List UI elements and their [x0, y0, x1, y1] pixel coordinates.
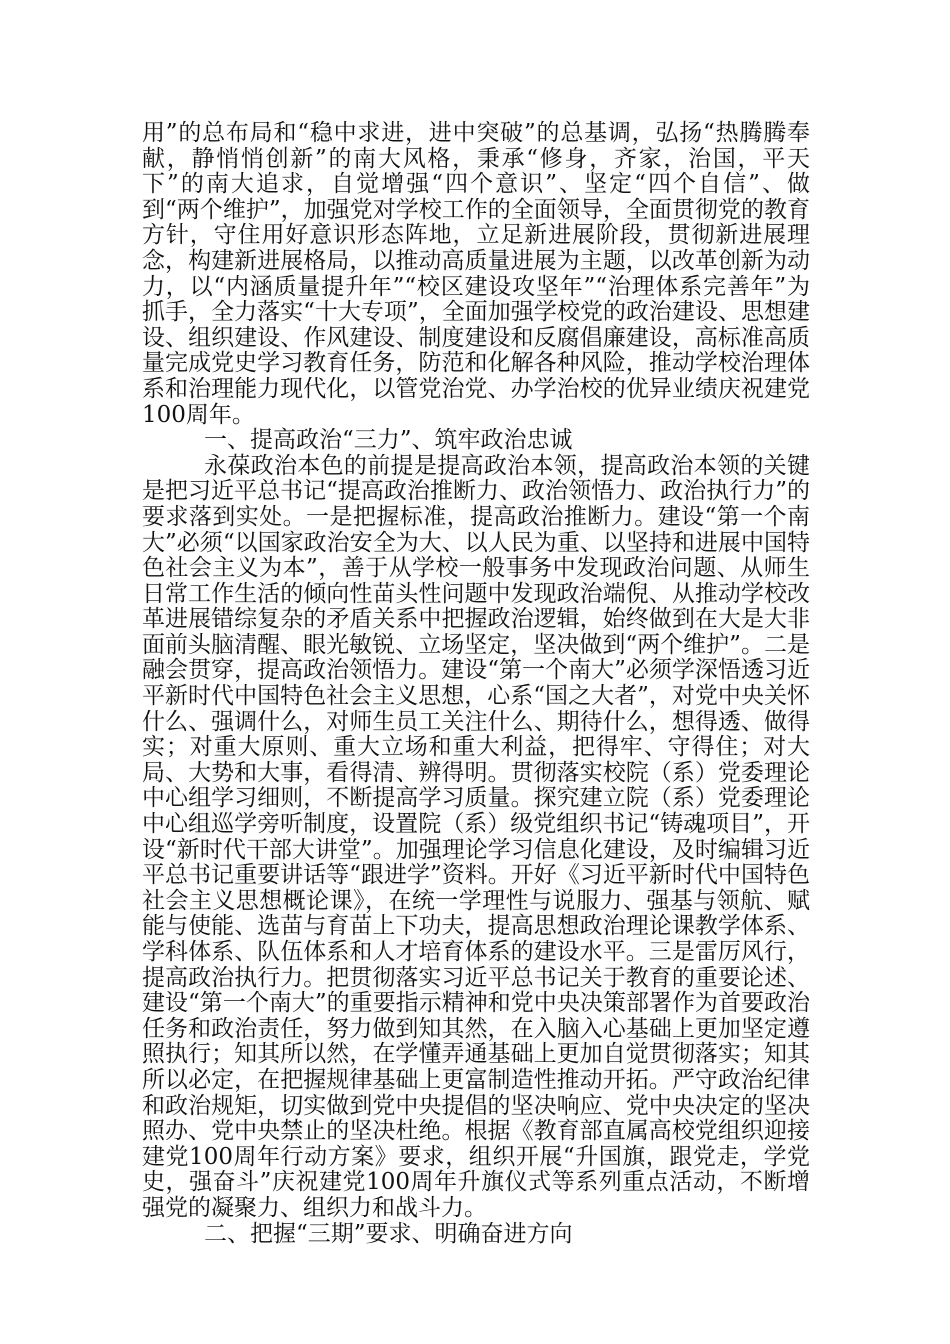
- section-heading-2: 二、把握“三期”要求、明确奋进方向: [204, 1220, 573, 1247]
- body-paragraph-1: 用”的总布局和“稳中求进，进中突破”的总基调，弘扬“热腾腾奉献，静悄悄创新”的南大风格，秉承“修身，齐家，治国，平天下”的南大追求，自觉增强“四个意识”、坚定“四个自信”、做到“两个维护”，加强党对学校工作的全面领导，全面贯彻党的教育方针，守住用好意识形态阵地，立足新进展阶段，贯彻新进展理念，构建新进展格局，以推动高质量进展为主题，以改革创新为动力，以“内涵质量提升年”“校区建设攻坚年”“治理体系完善年”为抓手，全力落实“十大专项”，全面加强学校党的政治建设、思想建设、组织建设、作风建设、制度建设和反腐倡廉建设，高标准高质量完成党史学习教育任务，防范和化解各种风险，推动学校治理体系和治理能力现代化，以管党治党、办学治校的优异业绩庆祝建党100周年。: [142, 120, 810, 428]
- section-heading-1: 一、提高政治“三力”、筑牢政治忠诚: [204, 427, 573, 454]
- body-paragraph-2: 永葆政治本色的前提是提高政治本领，提高政治本领的关键是把习近平总书记“提高政治推断力、政治领悟力、政治执行力”的要求落到实处。一是把握标准，提高政治推断力。建设“第一个南大”必须“以国家政治安全为大、以人民为重、以坚持和进展中国特色社会主义为本”，善于从学校一般事务中发现政治问题、从师生日常工作生活的倾向性苗头性问题中发现政治端倪、从推动学校改革进展错综复杂的矛盾关系中把握政治逻辑，始终做到在大是大非面前头脑清醒、眼光敏锐、立场坚定，坚决做到“两个维护”。二是融会贯穿，提高政治领悟力。建设“第一个南大”必须学深悟透习近平新时代中国特色社会主义思想，心系“国之大者”，对党中央关怀什么、强调什么，对师生员工关注什么、期待什么，想得透、做得实；对重大原则、重大立场和重大利益，把得牢、守得住；对大局、大势和大事，看得清、辨得明。贯彻落实校院（系）党委理论中心组学习细则，不断提高学习质量。探究建立院（系）党委理论中心组巡学旁听制度，设置院（系）级党组织书记“铸魂项目”，开设“新时代干部大讲堂”。加强理论学习信息化建设，及时编辑习近平总书记重要讲话等“跟进学”资料。开好《习近平新时代中国特色社会主义思想概论课》，在统一学理性与说服力、强基与领航、赋能与使能、选苗与育苗上下功夫，提高思想政治理论课教学体系、学科体系、队伍体系和人才培育体系的建设水平。三是雷厉风行，提高政治执行力。把贯彻落实习近平总书记关于教育的重要论述、建设“第一个南大”的重要指示精神和党中央决策部署作为首要政治任务和政治责任，努力做到知其然，在入脑入心基础上更加坚定遵照执行；知其所以然，在学懂弄通基础上更加自觉贯彻落实；知其所以必定，在把握规律基础上更富制造性推动开拓。严守政治纪律和政治规矩，切实做到党中央提倡的坚决响应、党中央决定的坚决照办、党中央禁止的坚决杜绝。根据《教育部直属高校党组织迎接建党100周年行动方案》要求，组织开展“升国旗，跟党走，学党史，强奋斗”庆祝建党100周年升旗仪式等系列重点活动，不断增强党的凝聚力、组织力和战斗力。: [142, 452, 810, 1221]
- document-body: [142, 121, 810, 1247]
